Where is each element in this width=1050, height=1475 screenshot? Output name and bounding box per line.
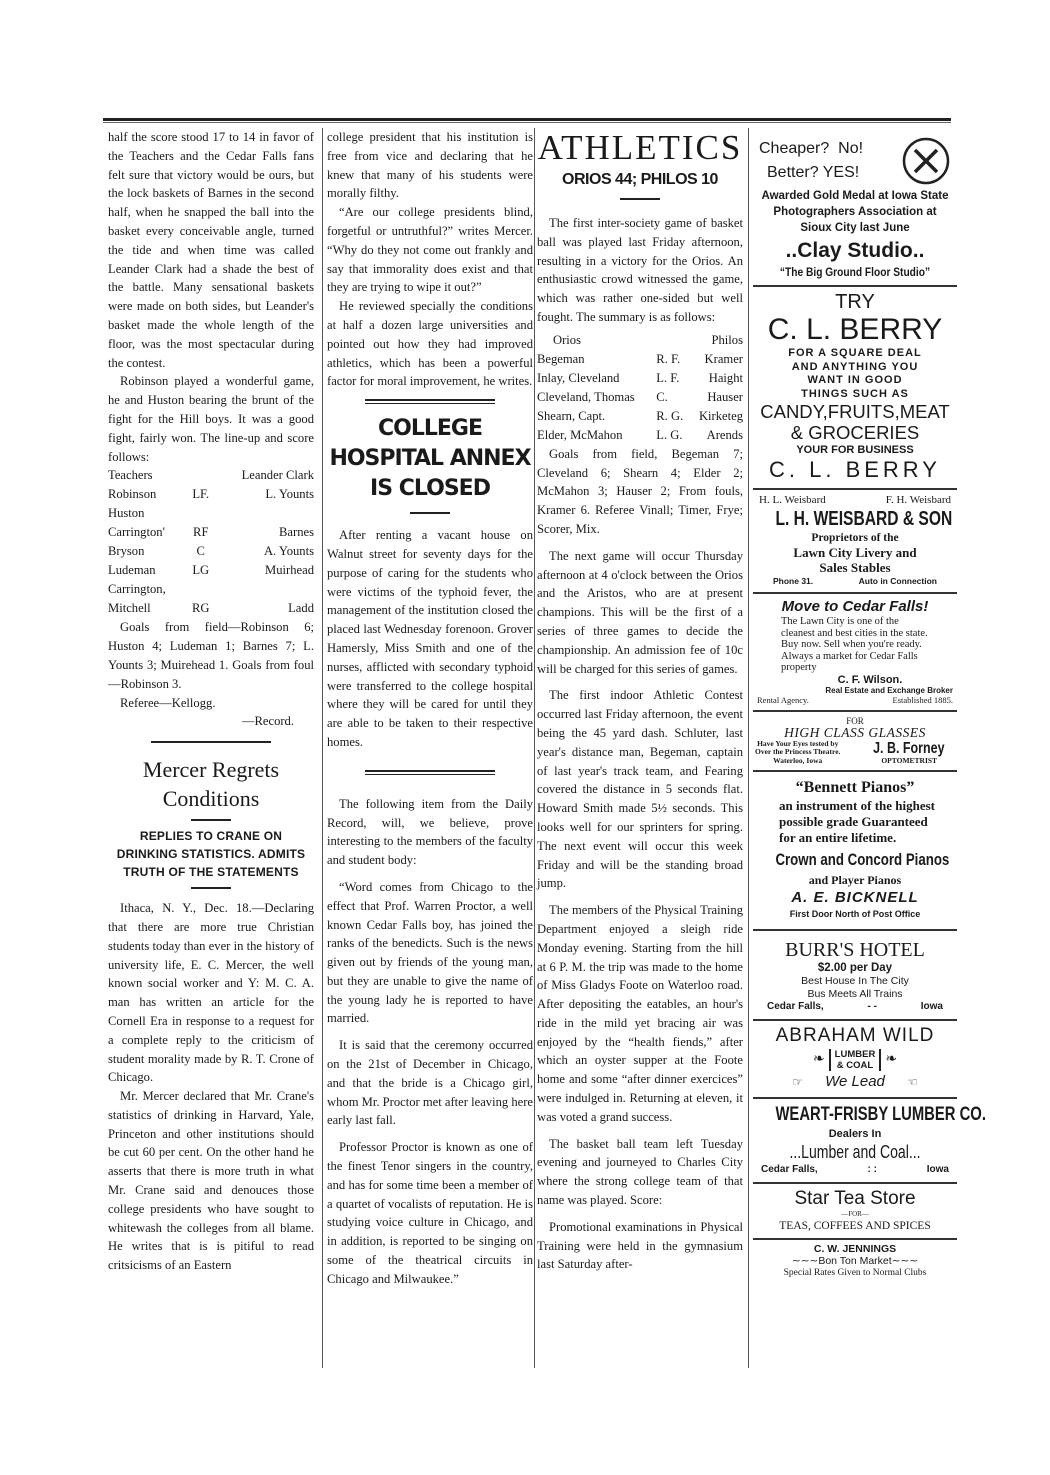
game-headline: ORIOS 44; PHILOS 10 — [562, 171, 718, 188]
burrs-hotel-name: BURR'S HOTEL — [785, 939, 925, 961]
lineup-left: Huston — [108, 506, 145, 521]
summary-left: Inlay, Cleveland — [537, 370, 620, 385]
source-credit: —Record. — [241, 714, 294, 729]
summary-pos: C. — [656, 389, 668, 404]
wilson-headline: Move to Cedar Falls! — [781, 598, 929, 615]
table-row — [108, 485, 314, 504]
clay-cheaper: Cheaper? — [759, 140, 830, 157]
summary-right: Kirketeg — [698, 408, 743, 423]
forney-title: OPTOMETRIST — [881, 755, 938, 765]
proctor-paragraph-3: Professor Proctor is known as one of the finest Tenor singers in the country, and has for some time been a member of a quartet of vocalists of reputation. He is studying voice culture in Chicago, and in addition, is reported to be singing on some of the theatrical circuits in Chicago and Milwaukee.” — [327, 1140, 533, 1286]
bicknell-pianos-ad — [753, 772, 957, 925]
clay-studio-ad — [753, 128, 957, 287]
summary-header-right: Philos — [711, 332, 743, 347]
referee-line: Referee—Kellogg. — [120, 695, 216, 710]
mercer-paragraph-2: Mr. Mercer declared that Mr. Crane's statistics of drinking in Harvard, Yale, Princeton and other institutions should be cut 60 per cent. On the other hand he asserts that there is more truth in what Mr. Crane said and denouces those college presidents who have sought to whitewash the colleges from all blame. He writes that is is pitiful to read critsicisms of an Eastern — [108, 1089, 314, 1273]
record-intro-paragraph: The following item from the Daily Record, will, we believe, prove interesting to the members of the faculty and student body: — [327, 796, 533, 868]
weisbard-firm-name: L. H. WEISBARD & SON — [775, 508, 953, 530]
bicknell-name: A. E. BICKNELL — [791, 889, 919, 906]
ornament-right-icon: ❧ — [885, 1051, 898, 1067]
top-rule-thin — [103, 122, 951, 123]
robinson-paragraph: Robinson played a wonderful game, he and Huston bearing the brunt of the fight for the Hill boys. It was a good fight, fairly won. The line-up and score follows: — [108, 374, 314, 464]
wild-slogan: We Lead — [825, 1073, 885, 1091]
subhead-rule — [191, 887, 231, 889]
weisbard-livery-1: Lawn City Livery and — [793, 545, 917, 560]
weisbard-phone: Phone 31. — [773, 576, 814, 586]
sleigh-ride-paragraph: The members of the Physical Training Department enjoyed a sleigh ride Monday evening. Starting from the hill at 6 P. M. the trip was made to the home of Miss Gladys Foote on Waterloo road. After depositing the eatables, an hour's ride in the mild yet bracing air was enjoyed by the “health fiends,” after which an oyster supper at the Foote home and some “after dinner exercices” were indulged in. Returning at eleven, it was voted a grand success. — [537, 903, 743, 1124]
summary-pos: L. F. — [656, 370, 680, 385]
table-row — [537, 388, 743, 407]
jennings-ad — [753, 1240, 957, 1279]
clay-yes: YES! — [822, 164, 860, 181]
wilson-broker: Real Estate and Exchange Broker — [825, 685, 953, 695]
wilson-rental: Rental Agency. — [757, 694, 809, 705]
mercer-paragraph-1: Ithaca, N. Y., Dec. 18.—Declaring that there are more true Christian students today than ever in the history of university life, E. C. Mercer, the well known social worker and Y: M. C. A. man has written an article for the Cornell Era in response to a request for a complete reply to the criticism of student morality made by R. T. Crone of Chicago. — [108, 901, 314, 1085]
forney-headline: HIGH CLASS GLASSES — [784, 724, 926, 740]
mercer-subhead: REPLIES TO CRANE ON DRINKING STATISTICS. ADMITS TRUTH OF THE STATEMENTS — [116, 829, 306, 880]
forney-for: FOR — [846, 715, 864, 726]
weisbard-right-name: F. H. Weisbard — [885, 494, 951, 506]
headline-rule — [191, 819, 231, 821]
mercer-quote-paragraph: “Are our college presidents blind, forgetful or untruthful?” writes Mercer. “Why do they not come out frankly and say that immorality does exist and that they are trying to wipe it out?” — [327, 205, 533, 295]
bicknell-location: First Door North of Post Office — [789, 909, 921, 919]
lineup-header-right: Leander Clark — [241, 468, 314, 483]
table-row — [108, 504, 314, 523]
abraham-wild-ad — [753, 1021, 957, 1099]
lineup-left: Mitchell — [108, 601, 151, 616]
star-tea-name: Star Tea Store — [794, 1187, 916, 1209]
forney-name: J. B. Forney — [873, 739, 945, 757]
burrs-line-2: Bus Meets All Trains — [807, 987, 903, 1000]
forney-line-3: Waterloo, Iowa — [773, 755, 823, 765]
section-divider — [365, 770, 495, 775]
weart-city: Cedar Falls, — [761, 1163, 818, 1175]
jennings-name: C. W. JENNINGS — [813, 1242, 897, 1255]
summary-pos: R. F. — [656, 351, 681, 366]
proctor-paragraph-1: “Word comes from Chicago to the effect that Prof. Warren Proctor, a well known Cedar Falls boy, has joined the ranks of the benedicts. Such is the news given out by friends of the young man, but they are unable to give the name of the young lady he is reported to have married. — [327, 879, 533, 1026]
summary-right: Arends — [706, 427, 743, 442]
lineup-pos: LG — [192, 563, 210, 578]
wilson-name: C. F. Wilson. — [837, 673, 903, 686]
headline-rule — [620, 198, 660, 200]
forney-line-1: Have Your Eyes tested by — [757, 738, 839, 748]
weart-frisby-name: WEART-FRISBY LUMBER CO. — [775, 1103, 986, 1125]
ad-divider — [753, 929, 957, 931]
clay-award-text: Awarded Gold Medal at Iowa State Photographers Association at Sioux City last June — [761, 190, 949, 234]
teachers-lineup-table — [108, 466, 314, 618]
headline-rule — [410, 512, 450, 514]
mercer-continued-paragraph: college president that his institution is free from vice and declaring that he knew that many of his students were morally filthy. — [327, 130, 533, 201]
wilson-established: Established 1885. — [892, 694, 953, 705]
lineup-right — [213, 580, 314, 599]
section-divider — [151, 741, 271, 745]
wilson-body: The Lawn City is one of the cleanest and best cities in the state. Buy now. Sell when you're ready. Always a market for Cedar Falls property — [781, 616, 928, 673]
jennings-rates: Special Rates Given to Normal Clubs — [783, 1267, 927, 1278]
pointing-hand-left-icon: ☜ — [906, 1075, 918, 1089]
burrs-state: Iowa — [920, 1001, 943, 1012]
weart-state: Iowa — [926, 1163, 949, 1175]
table-row — [108, 523, 314, 542]
goals-summary-paragraph: Goals from field, Begeman 7; Cleveland 6; Shearn 4; Elder 2; McMahon 3; Hauser 2; From fouls, Kramer 6. Referee Vinall; Timer, Frye; Scorer, Mix. — [537, 446, 743, 536]
mercer-headline: Mercer Regrets Conditions — [142, 757, 280, 812]
clay-tagline: “The Big Ground Floor Studio” — [779, 265, 931, 279]
weisbard-left-name: H. L. Weisbard — [759, 494, 826, 506]
lineup-pos: C — [196, 544, 205, 559]
goals-paragraph: Goals from field—Robinson 6; Huston 4; Ludeman 1; Barnes 7; L. Younts 3; Muirehead 1. Goals from foul—Robinson 3. — [108, 620, 314, 691]
star-tea-goods: TEAS, COFFEES AND SPICES — [779, 1219, 931, 1232]
table-row — [537, 407, 743, 426]
berry-body: FOR A SQUARE DEAL AND ANYTHING YOU WANT IN GOOD THINGS SUCH AS — [788, 347, 922, 400]
top-rule — [103, 118, 951, 121]
next-game-paragraph: The next game will occur Thursday afternoon at 4 o'clock between the Orios and the Aristos, who are at present champions. This will be the first of a series of three games to decide the championship. An admission fee of 10c will be charged for this series of games. — [537, 548, 743, 676]
lineup-right: Ladd — [288, 601, 314, 616]
berry-goods-2: & GROCERIES — [790, 422, 920, 443]
summary-right: Hauser — [707, 389, 743, 404]
bennett-pianos-headline: “Bennett Pianos” — [795, 779, 915, 796]
lineup-left: Carrington' — [108, 525, 165, 540]
table-row — [537, 426, 743, 445]
summary-left: Shearn, Capt. — [537, 408, 606, 423]
lineup-pos: RG — [192, 601, 210, 616]
burrs-hotel-ad — [753, 935, 957, 1021]
lineup-left: Bryson — [108, 544, 145, 559]
hospital-paragraph: After renting a vacant house on Walnut street for seventy days for the purpose of caring for the students who were victims of the typhoid fever, the management of the institution closed the placed last Wednesday forenoon. Grover Hamersly, Miss Smith and one of the nurses, afflicted with secondary typhoid were transferred to the college hospital where they will be cared for until they are able to be taken to their respective homes. — [327, 528, 533, 749]
athletics-section-title: ATHLETICS — [537, 128, 743, 167]
table-row — [108, 599, 314, 618]
star-tea-store-ad — [753, 1184, 957, 1240]
lineup-right: A. Younts — [263, 544, 314, 559]
clay-studio-name: ..Clay Studio.. — [785, 239, 925, 262]
clay-better: Better? — [767, 164, 819, 181]
table-row — [108, 561, 314, 580]
weart-dealers: Dealers In — [828, 1127, 882, 1140]
column-1 — [108, 128, 314, 1275]
table-row — [108, 542, 314, 561]
weisbard-auto: Auto in Connection — [858, 576, 937, 586]
wilson-real-estate-ad — [753, 594, 957, 712]
berry-ad — [753, 287, 957, 490]
crown-concord-pianos: Crown and Concord Pianos — [775, 850, 950, 869]
berry-name-2: C. L. BERRY — [769, 457, 941, 482]
column-2 — [322, 128, 533, 1368]
lineup-pos: LF. — [192, 487, 210, 502]
summary-left: Begeman — [537, 351, 585, 366]
lineup-right: L. Younts — [265, 487, 314, 502]
lineup-header-row — [108, 466, 314, 485]
game-paragraph: The first inter-society game of basket ball was played last Friday afternoon, resulting in a victory for the Orios. An enthusiastic crowd witnessed the game, which was rather one-sided but well fought. The summary is as follows: — [537, 216, 743, 324]
berry-goods-1: CANDY,FRUITS,MEAT — [760, 401, 950, 422]
lineup-pos — [189, 580, 213, 599]
summary-pos: R. G. — [656, 408, 684, 423]
player-pianos: and Player Pianos — [808, 873, 902, 887]
clay-no: No! — [838, 140, 864, 157]
weisbard-livery-2: Sales Stables — [819, 560, 891, 575]
indoor-contest-paragraph: The first indoor Athletic Contest occurred last Friday afternoon, the event being the 45 yard dash. Schluter, last year's distance man, Begeman, captain of last year's track team, and Fearing covered the distance in 5 seconds flat. Howard Smith made 5½ seconds. This looks well for our sprinters for spring. The next event will occur this week Friday and will be the standing broad jump. — [537, 688, 743, 891]
burrs-city: Cedar Falls, — [767, 1001, 824, 1012]
circled-x-icon — [901, 136, 951, 186]
lineup-header-left: Teachers — [108, 468, 153, 483]
berry-name: C. L. BERRY — [767, 313, 943, 346]
section-divider — [365, 399, 495, 404]
lineup-left: Ludeman — [108, 563, 156, 578]
lineup-right — [213, 504, 314, 523]
weisbard-proprietors: Proprietors of the — [811, 532, 899, 544]
berry-your-business: YOUR FOR BUSINESS — [796, 444, 914, 456]
star-tea-for: —FOR— — [841, 1209, 869, 1218]
table-row — [537, 350, 743, 369]
forney-line-2: Over the Princess Theatre. — [755, 747, 841, 756]
bennett-body: an instrument of the highest possible grade Guaranteed for an entire lifetime. — [779, 798, 936, 845]
jennings-market: ∼∼∼Bon Ton Market∼∼∼ — [791, 1254, 919, 1267]
basketball-continued-paragraph: half the score stood 17 to 14 in favor of the Teachers and the Cedar Falls fans felt sure that victory would be ours, but the lock baskets of Barnes in the second half, when he snapped the ball into the basket every conceivable angle, turned the tide and when time was called Leander Clark had a shade the best of the battle. Many sensational baskets were made on both sides, but Leander's basket made the whole length of the floor, was the most spectacular during the contest. — [108, 130, 314, 370]
pointing-hand-right-icon: ☞ — [792, 1075, 804, 1089]
lineup-pos: RF — [193, 525, 209, 540]
abraham-wild-name: ABRAHAM WILD — [775, 1025, 935, 1046]
advertisements-column — [748, 128, 986, 1368]
table-row — [537, 369, 743, 388]
summary-right: Haight — [708, 370, 743, 385]
burrs-line-1: Best House In The City — [801, 975, 909, 987]
weart-sep: : : — [867, 1163, 877, 1175]
mercer-review-paragraph: He reviewed specially the conditions at half a dozen large universities and pointed out how they had improved athletics, which has been a powerful factor for moral improvement, he writes. — [327, 299, 533, 389]
lineup-right: Barnes — [279, 525, 314, 540]
lineup-left: Carrington, — [108, 582, 166, 597]
weisbard-ad — [753, 490, 957, 594]
summary-right: Kramer — [704, 351, 743, 366]
summary-header-row — [537, 331, 743, 350]
lineup-left: Robinson — [108, 487, 157, 502]
ornament-left-icon: ❧ — [812, 1051, 825, 1067]
weart-goods: ...Lumber and Coal... — [789, 1141, 921, 1162]
burrs-dash: - - — [867, 1001, 877, 1012]
summary-pos: L. G. — [656, 427, 683, 442]
hospital-headline: COLLEGE HOSPITAL ANNEX IS CLOSED — [329, 416, 531, 502]
column-3 — [534, 128, 743, 1368]
berry-try: TRY — [835, 291, 875, 313]
proctor-paragraph-2: It is said that the ceremony occurred on the 21st of December in Chicago, and that the bride is a Chicago girl, whom Mr. Proctor met after leaving here early last fall. — [327, 1038, 533, 1128]
forney-optometrist-ad — [753, 712, 957, 773]
promotional-exams-paragraph: Promotional examinations in Physical Training were held in the gymnasium last Saturday after- — [537, 1219, 743, 1272]
burrs-price: $2.00 per Day — [817, 962, 893, 974]
orios-philos-summary-table — [537, 331, 743, 445]
table-row — [108, 580, 314, 599]
charles-city-paragraph: The basket ball team left Tuesday evening and journeyed to Charles City where the strong college team of that name was played. Score: — [537, 1136, 743, 1208]
summary-header-left: Orios — [553, 332, 581, 347]
lineup-right: Muirhead — [265, 563, 314, 578]
wild-lumber: LUMBER — [834, 1049, 876, 1060]
summary-left: Elder, McMahon — [537, 427, 623, 442]
wild-coal: & COAL — [836, 1060, 874, 1071]
lineup-pos — [189, 504, 213, 523]
summary-left: Cleveland, Thomas — [537, 389, 635, 404]
weart-frisby-ad — [753, 1099, 986, 1184]
